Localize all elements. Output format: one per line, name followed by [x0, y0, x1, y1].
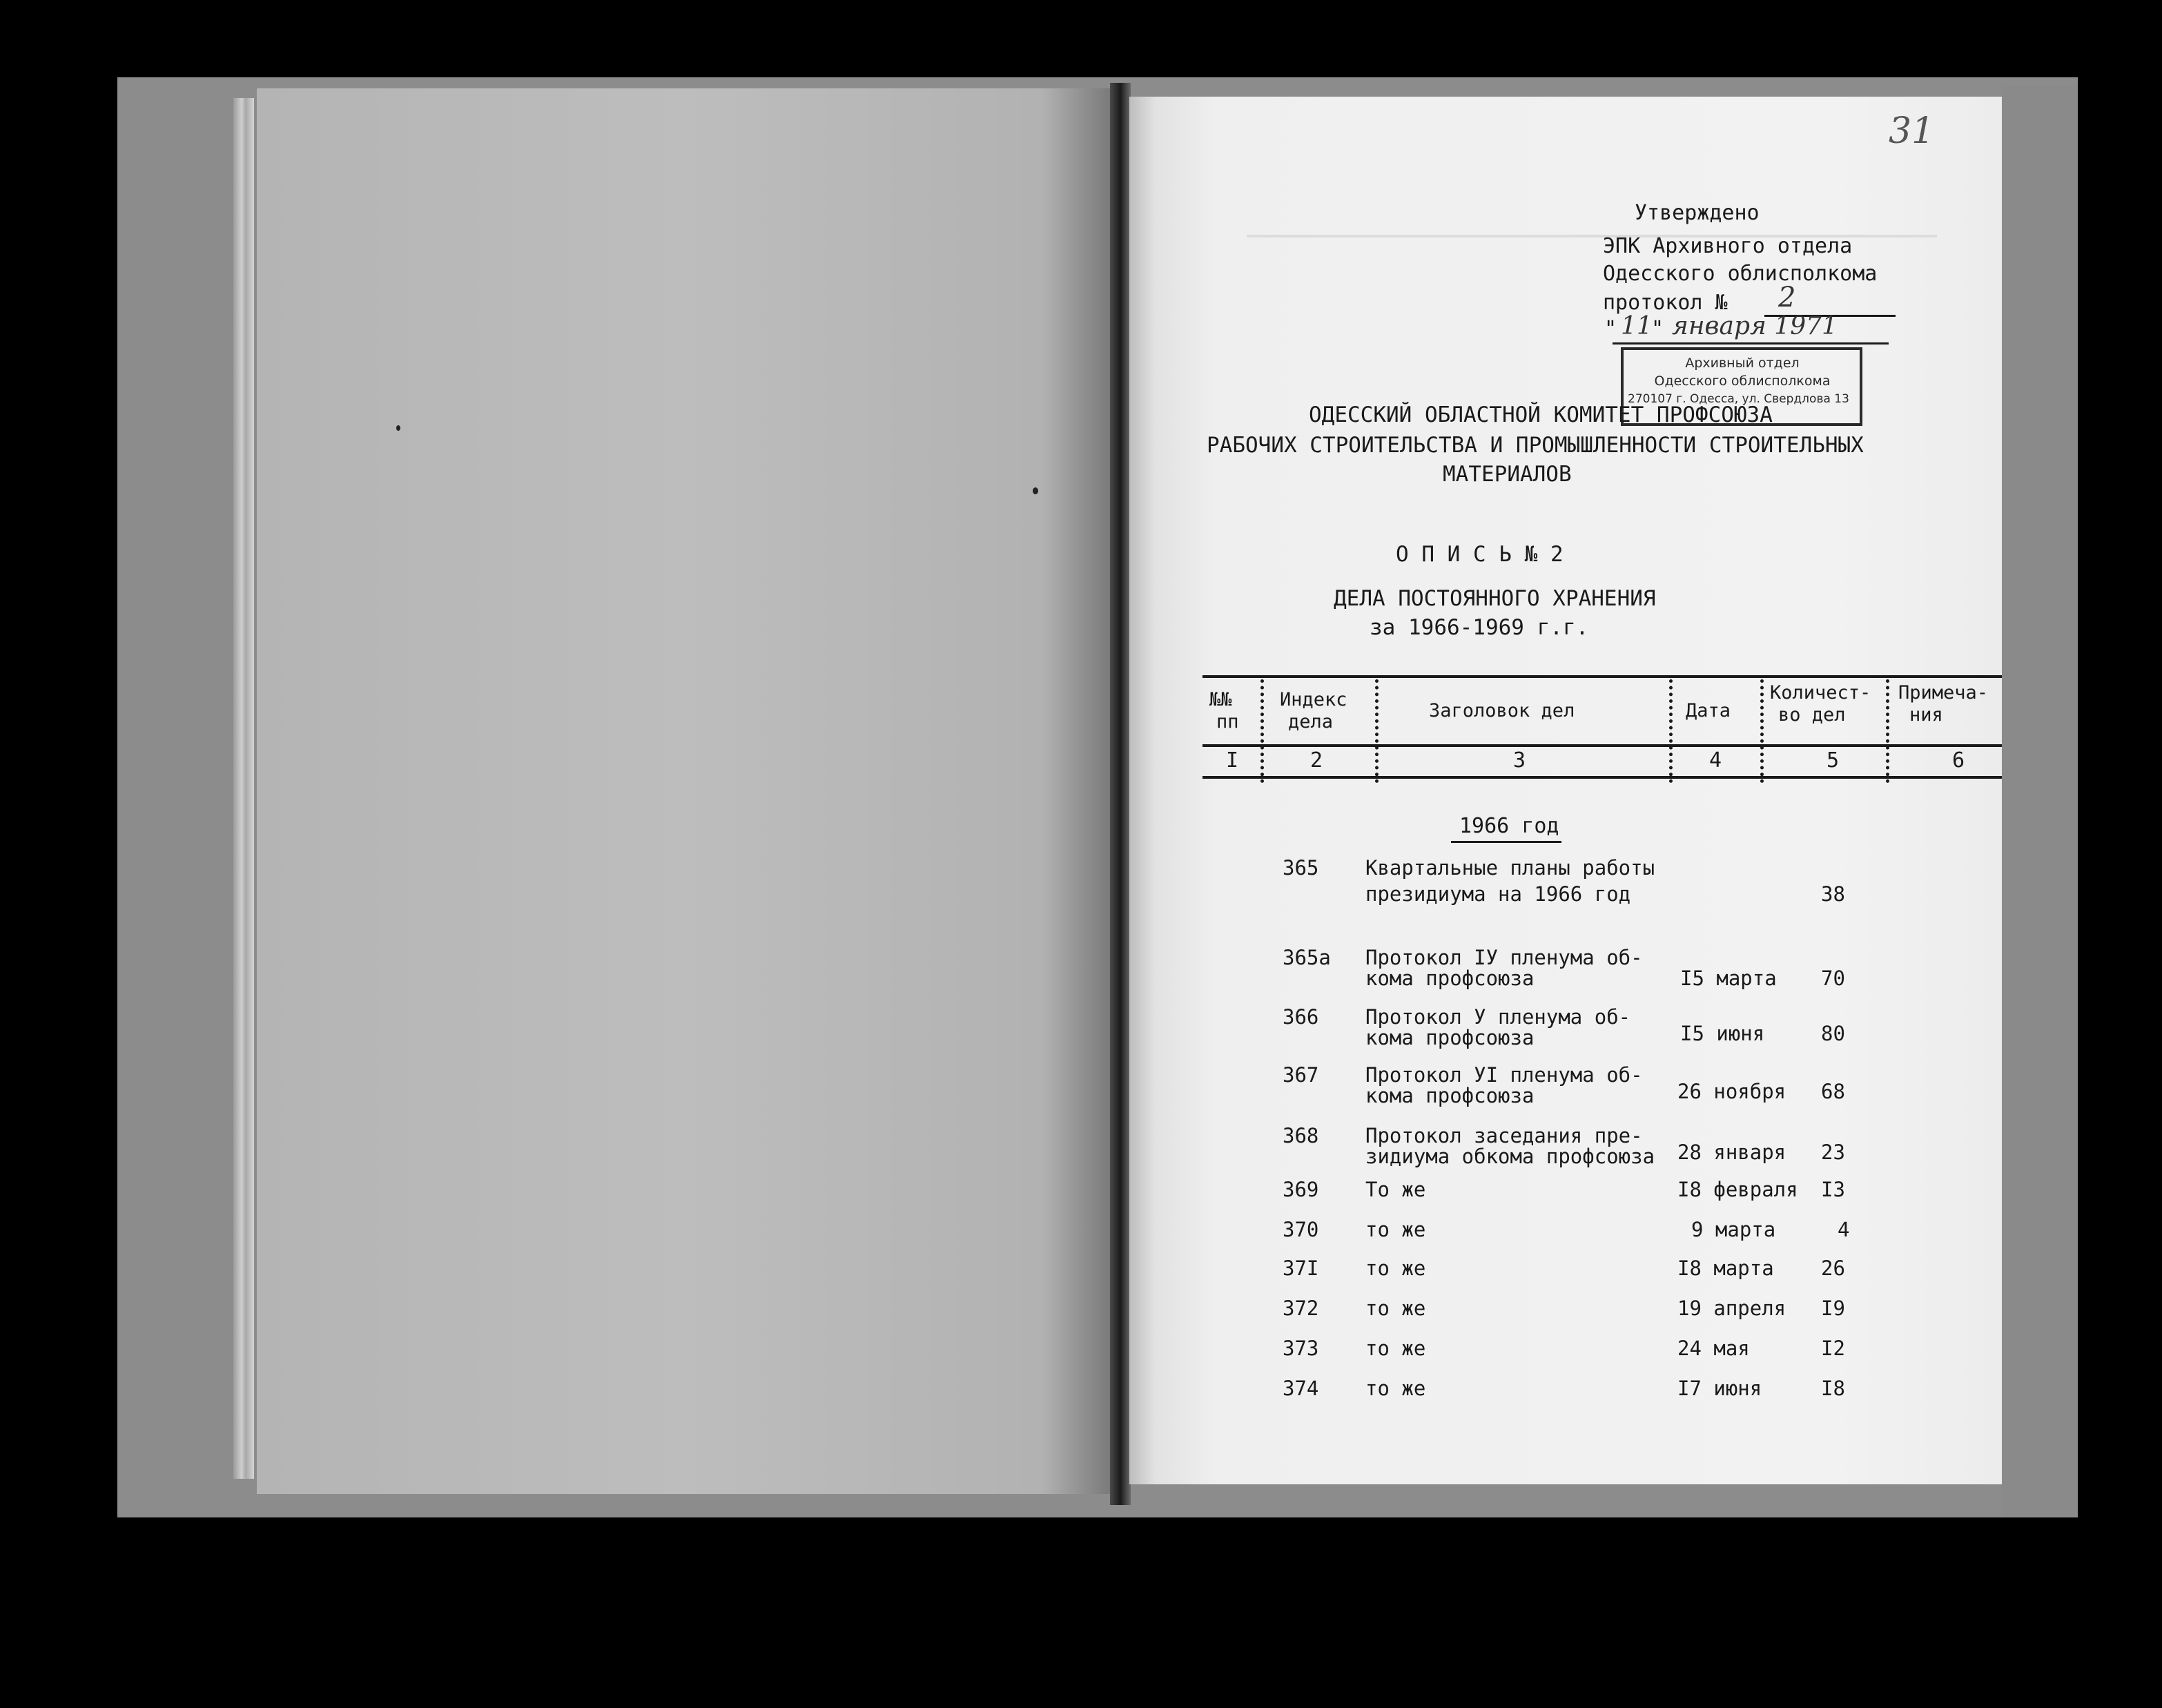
row-index: 370	[1283, 1218, 1319, 1241]
table-numbers-rule	[1202, 776, 2002, 779]
protocol-number: 2	[1778, 282, 1796, 313]
stamp-line-1: Архивный отдел	[1685, 356, 1800, 371]
row-count: 80	[1821, 1022, 1845, 1045]
row-title-line-1: то же	[1365, 1297, 1426, 1320]
row-title-line-2: кома профсоюза	[1365, 967, 1535, 990]
header-col-5-line-1: Количест-	[1770, 682, 1871, 703]
column-number-5: 5	[1827, 748, 1840, 773]
row-date: I8 февраля	[1677, 1178, 1798, 1201]
approval-date-quote-close: "	[1651, 317, 1664, 341]
row-index: 372	[1283, 1297, 1319, 1320]
row-index: 366	[1283, 1005, 1319, 1029]
row-title-line-1: то же	[1365, 1256, 1426, 1280]
header-col-2-line-1: Индекс	[1280, 689, 1347, 710]
column-separator	[1375, 679, 1381, 783]
row-count: I2	[1821, 1337, 1845, 1360]
row-index: 374	[1283, 1377, 1319, 1400]
row-title-line-2: президиума на 1966 год	[1365, 882, 1631, 906]
column-number-1: I	[1226, 748, 1239, 773]
row-date: I5 июня	[1680, 1022, 1765, 1045]
row-count: 70	[1821, 967, 1845, 990]
row-date: 19 апреля	[1677, 1297, 1786, 1320]
approval-line-3: Одесского облисполкома	[1603, 262, 1878, 286]
column-separator	[1260, 679, 1267, 783]
row-count: 68	[1821, 1080, 1845, 1103]
stamp-line-2: Одесского облисполкома	[1654, 373, 1831, 389]
approval-line-4: протокол №	[1603, 291, 1728, 315]
row-count: I8	[1821, 1377, 1845, 1400]
row-count: 26	[1821, 1256, 1845, 1280]
right-page	[1129, 97, 2002, 1484]
row-index: 373	[1283, 1337, 1319, 1360]
column-number-2: 2	[1310, 748, 1323, 773]
row-title-line-1: Протокол УI пленума об-	[1365, 1063, 1643, 1087]
header-col-1-line-1: №№	[1209, 689, 1232, 710]
row-index: 365а	[1283, 946, 1331, 969]
row-date: 28 января	[1677, 1141, 1786, 1164]
row-title-line-2: кома профсоюза	[1365, 1026, 1535, 1049]
header-col-6-line-2: ния	[1909, 704, 1943, 726]
inventory-subtitle: ДЕЛА ПОСТОЯННОГО ХРАНЕНИЯ	[1334, 586, 1656, 611]
approval-date-day: 11	[1621, 312, 1653, 340]
row-count: I9	[1821, 1297, 1845, 1320]
row-title-line-1: То же	[1365, 1178, 1426, 1201]
org-line-1: ОДЕССКИЙ ОБЛАСТНОЙ КОМИТЕТ ПРОФСОЮЗА	[1309, 402, 1773, 427]
approval-date-month-year: января 1971	[1672, 312, 1838, 340]
page-number: 31	[1889, 110, 1935, 152]
row-index: 368	[1283, 1124, 1319, 1147]
header-col-4: Дата	[1686, 700, 1731, 721]
row-count: I3	[1821, 1178, 1845, 1201]
row-date: I7 июня	[1677, 1377, 1762, 1400]
row-date: I5 марта	[1680, 967, 1777, 990]
table-header-rule	[1202, 744, 2002, 747]
column-number-3: 3	[1513, 748, 1526, 773]
row-date: 9 марта	[1691, 1218, 1776, 1241]
row-date: 24 мая	[1677, 1337, 1750, 1360]
row-title-line-1: Протокол IУ пленума об-	[1365, 946, 1643, 969]
row-date: 26 ноября	[1677, 1080, 1786, 1103]
row-title-line-1: Протокол заседания пре-	[1365, 1124, 1643, 1147]
date-underline	[1613, 342, 1889, 344]
left-page	[257, 88, 1110, 1494]
column-number-6: 6	[1952, 748, 1965, 773]
row-index: 369	[1283, 1178, 1319, 1201]
row-index: 37I	[1283, 1256, 1319, 1280]
row-count: 38	[1821, 882, 1845, 906]
row-count: 4	[1838, 1218, 1850, 1241]
dust-speck	[1033, 487, 1038, 494]
row-index: 365	[1283, 856, 1319, 880]
row-title-line-1: то же	[1365, 1218, 1426, 1241]
header-col-1-line-2: пп	[1216, 711, 1239, 732]
column-number-4: 4	[1709, 748, 1722, 773]
header-col-2-line-2: дела	[1288, 711, 1334, 732]
column-separator	[1669, 679, 1675, 783]
row-title-line-1: Протокол У пленума об-	[1365, 1005, 1631, 1029]
approval-date-quote-open: "	[1604, 317, 1617, 341]
approval-line-1: Утверждено	[1635, 201, 1760, 225]
row-date: I8 марта	[1677, 1256, 1774, 1280]
header-col-5-line-2: во дел	[1778, 704, 1846, 726]
page-stack-edge	[233, 98, 254, 1479]
org-line-3: МАТЕРИАЛОВ	[1443, 462, 1572, 487]
org-line-2: РАБОЧИХ СТРОИТЕЛЬСТВА И ПРОМЫШЛЕННОСТИ СТРОИТЕЛЬНЫХ	[1207, 433, 1864, 458]
year-heading: 1966 год	[1459, 814, 1559, 838]
row-title-line-1: то же	[1365, 1377, 1426, 1400]
row-index: 367	[1283, 1063, 1319, 1087]
book-gutter	[1110, 83, 1131, 1505]
row-title-line-2: кома профсоюза	[1365, 1084, 1535, 1107]
table-top-rule	[1202, 675, 2002, 678]
cover-right-edge	[2002, 86, 2078, 1515]
column-separator	[1886, 679, 1892, 783]
inventory-period: за 1966-1969 г.г.	[1370, 615, 1589, 640]
row-title-line-2: зидиума обкома профсоюза	[1365, 1145, 1655, 1168]
column-separator	[1760, 679, 1766, 783]
stamp-line-3: 270107 г. Одесса, ул. Свердлова 13	[1628, 392, 1849, 406]
header-col-3: Заголовок дел	[1429, 700, 1575, 721]
dust-speck	[396, 425, 400, 431]
year-heading-underline	[1451, 841, 1561, 843]
row-title-line-1: Квартальные планы работы	[1365, 856, 1655, 880]
header-col-6-line-1: Примеча-	[1898, 682, 1989, 703]
inventory-title: О П И С Ь № 2	[1396, 542, 1564, 567]
row-count: 23	[1821, 1141, 1845, 1164]
approval-line-2: ЭПК Архивного отдела	[1603, 234, 1853, 258]
row-title-line-1: то же	[1365, 1337, 1426, 1360]
